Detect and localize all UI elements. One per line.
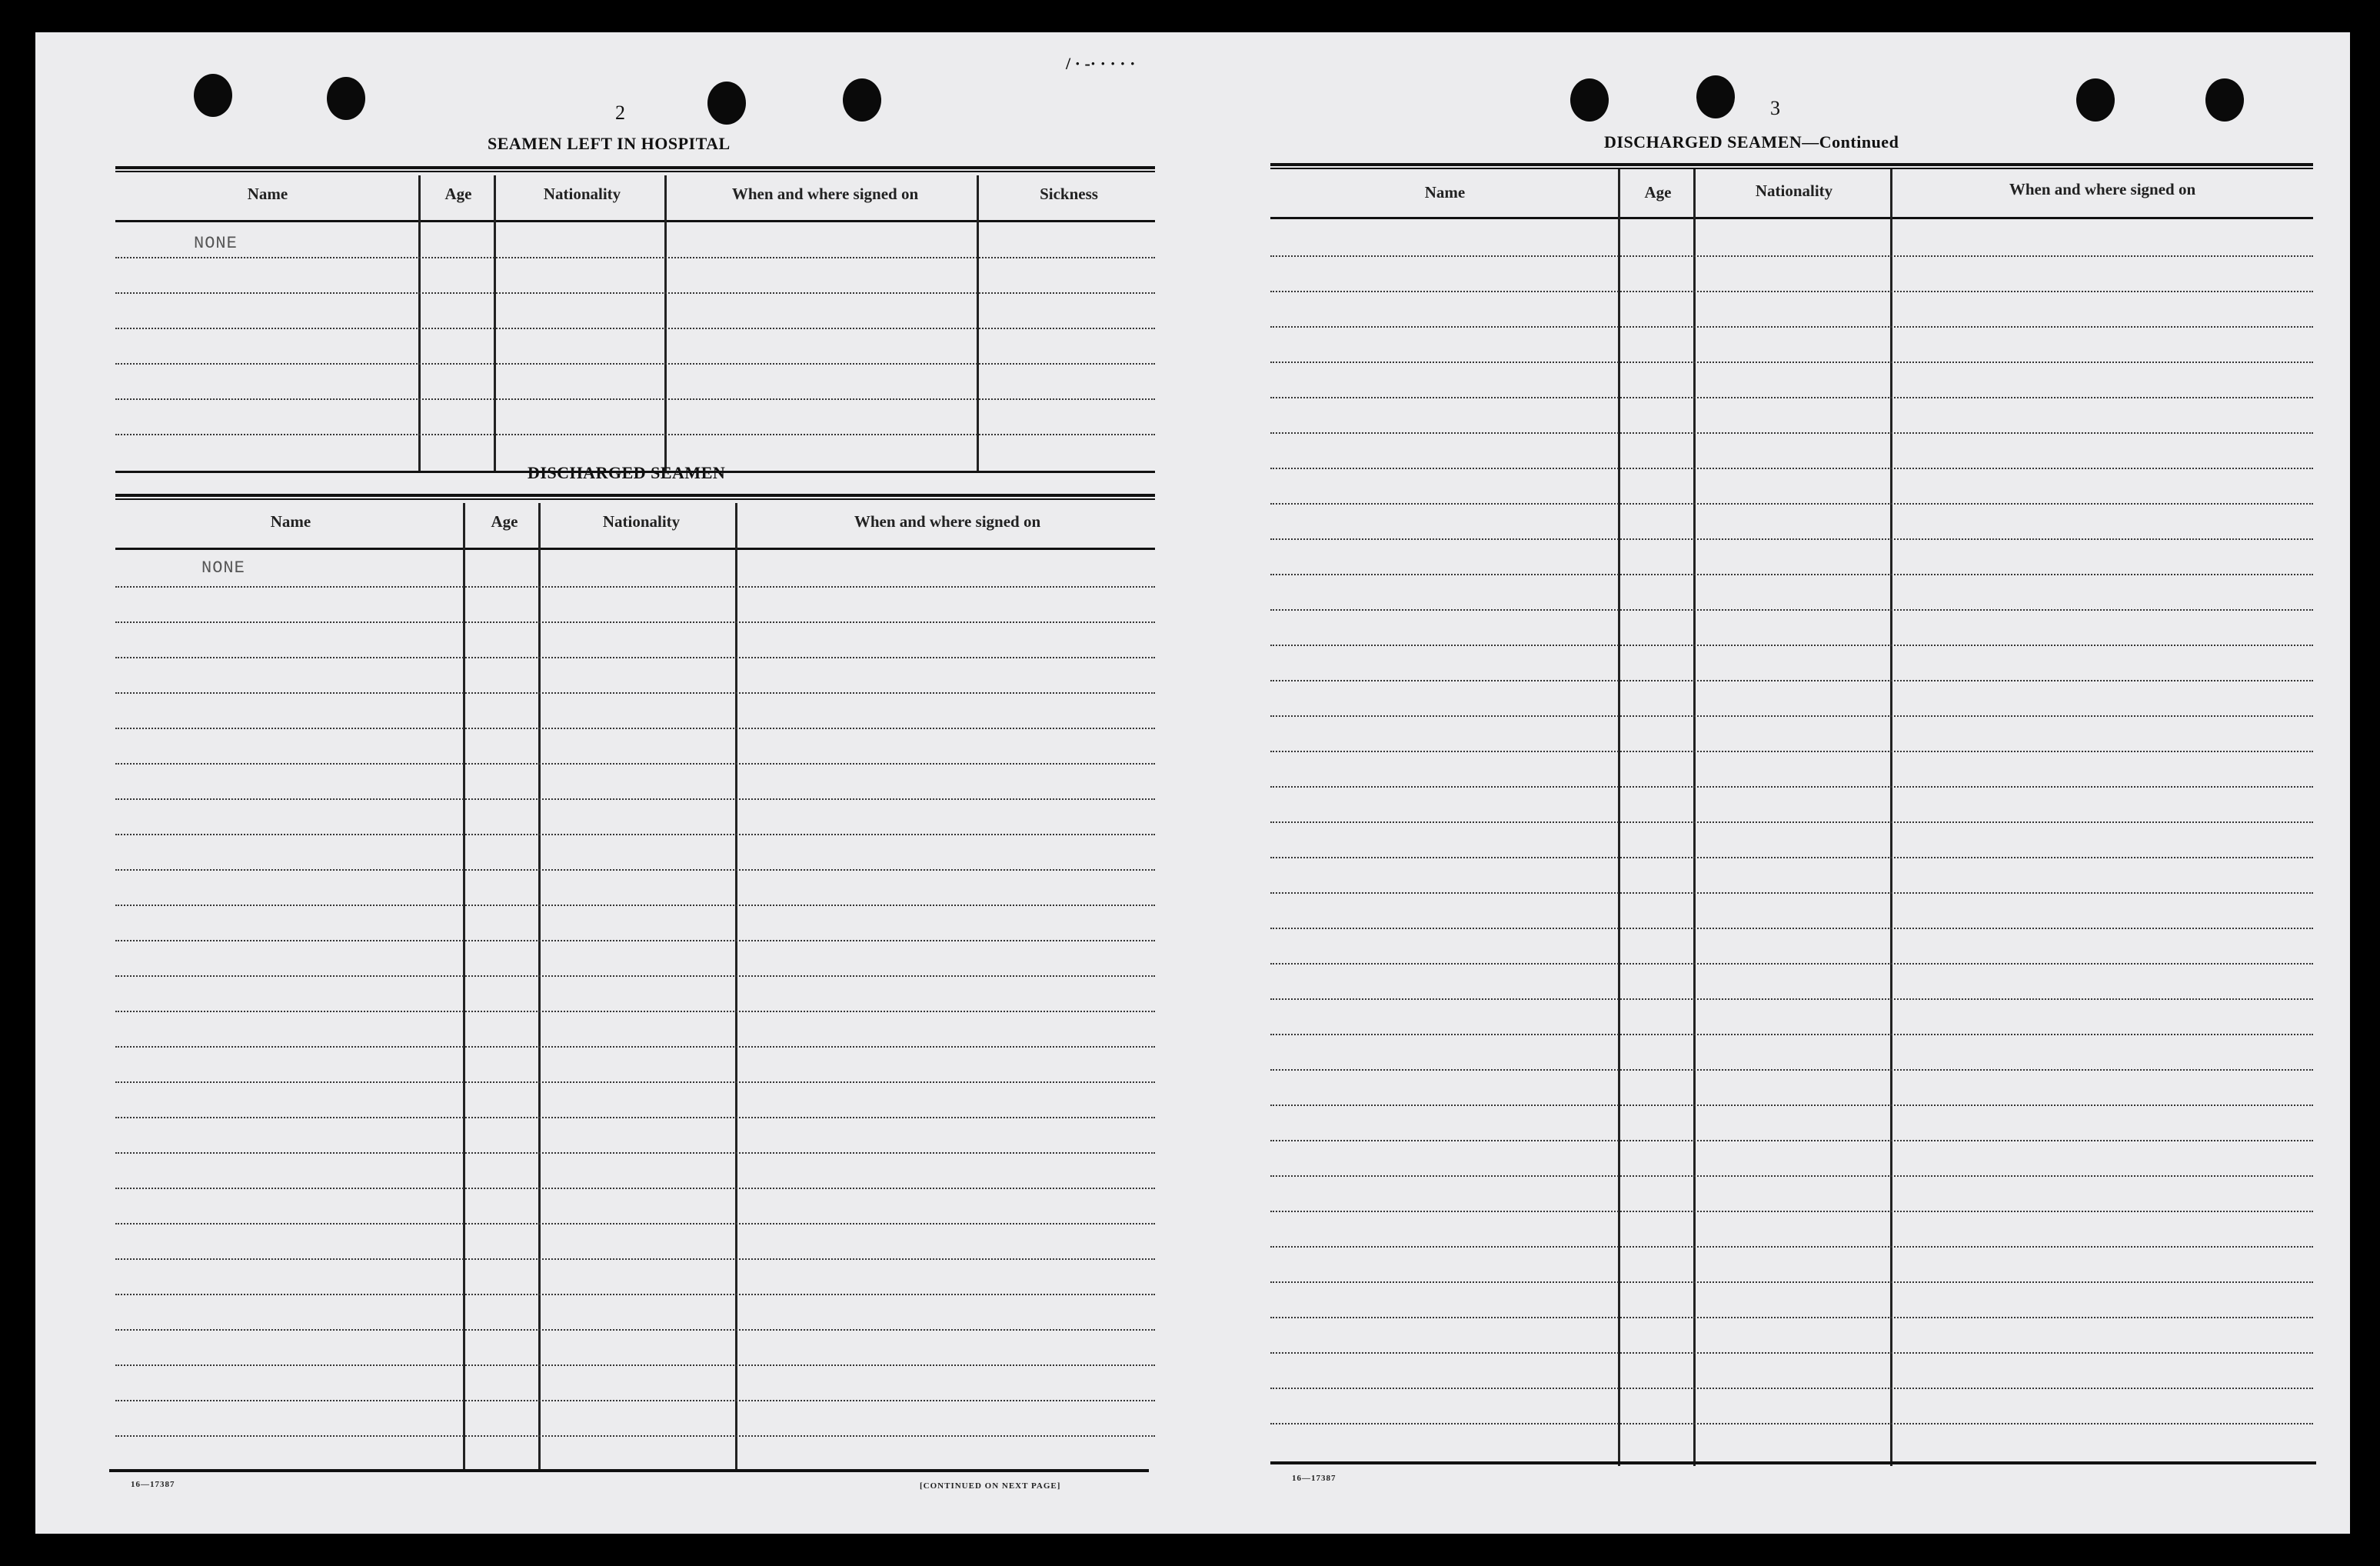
right-row-line (1270, 609, 2313, 611)
discharged-row-line (115, 798, 1155, 800)
right-row-line (1270, 1281, 2313, 1283)
right-section-title (1604, 132, 1899, 152)
discharged-row-line (115, 1294, 1155, 1295)
discharged-row-line (115, 621, 1155, 623)
punch-hole (2076, 78, 2115, 122)
hospital-section-title: SEAMEN LEFT IN HOSPITAL (488, 134, 731, 153)
right-row-line (1270, 751, 2313, 752)
right-row-line (1270, 963, 2313, 965)
discharged-row-line (115, 1011, 1155, 1012)
discharged-row-line (115, 1152, 1155, 1154)
right-divider (1618, 169, 1620, 1466)
discharged-entry: NONE (201, 558, 245, 578)
discharged-row-line (115, 1435, 1155, 1437)
right-row-line (1270, 1246, 2313, 1248)
hospital-row-line (115, 328, 1155, 329)
right-row-line (1270, 1423, 2313, 1424)
discharged-row-line (115, 1223, 1155, 1224)
right-section-title-main: DISCHARGED SEAMEN (1604, 132, 1802, 152)
discharged-row-line (115, 728, 1155, 729)
hospital-divider (977, 175, 979, 472)
discharged-row-line (115, 657, 1155, 658)
discharged-row-line (115, 905, 1155, 906)
right-divider (1693, 169, 1696, 1466)
right-row-line (1270, 1352, 2313, 1354)
hospital-divider (664, 175, 667, 472)
discharged-top-rule (115, 494, 1155, 497)
right-section-title-sub: —Continued (1802, 132, 1899, 152)
discharged-row-line (115, 1081, 1155, 1083)
punch-hole (707, 82, 746, 125)
discharged-row-line (115, 1329, 1155, 1331)
continued-note: [CONTINUED ON NEXT PAGE] (920, 1481, 1061, 1491)
discharged-col-signed-on: When and where signed on (854, 512, 1041, 531)
right-row-line (1270, 397, 2313, 398)
right-top-rule-2 (1270, 168, 2313, 169)
punch-hole (2205, 78, 2244, 122)
discharged-row-line (115, 1117, 1155, 1118)
right-col-signed-on: When and where signed on (2009, 180, 2196, 198)
right-bottom-rule (1270, 1461, 2316, 1464)
discharged-divider (538, 503, 541, 1471)
hospital-top-rule-2 (115, 171, 1155, 172)
right-row-line (1270, 1317, 2313, 1318)
discharged-row-line (115, 586, 1155, 588)
discharged-row-line (115, 869, 1155, 871)
hospital-row-line (115, 363, 1155, 365)
right-row-line (1270, 1175, 2313, 1177)
discharged-row-line (115, 1046, 1155, 1048)
discharged-row-line (115, 1258, 1155, 1260)
hospital-row-line (115, 257, 1155, 258)
hospital-col-sickness: Sickness (1040, 185, 1098, 203)
punch-hole (843, 78, 881, 122)
hospital-col-nationality: Nationality (543, 185, 621, 203)
hospital-divider (494, 175, 496, 472)
hospital-col-name: Name (247, 185, 288, 203)
discharged-row-line (115, 834, 1155, 835)
hospital-divider (418, 175, 421, 472)
right-col-name: Name (1424, 183, 1466, 202)
right-row-line (1270, 1211, 2313, 1212)
right-row-line (1270, 1034, 2313, 1035)
right-row-line (1270, 538, 2313, 540)
hospital-col-age: Age (444, 185, 472, 203)
hospital-entry: NONE (194, 234, 238, 253)
discharged-col-nationality: Nationality (602, 512, 681, 531)
right-row-line (1270, 857, 2313, 858)
right-top-rule (1270, 163, 2313, 166)
discharged-row-line (115, 692, 1155, 694)
discharged-divider (735, 503, 737, 1471)
top-marks: / · -· · · · · (1066, 54, 1136, 73)
discharged-top-rule-2 (115, 498, 1155, 500)
right-header-rule (1270, 217, 2313, 219)
right-row-line (1270, 928, 2313, 929)
right-col-nationality: Nationality (1755, 182, 1833, 200)
hospital-top-rule (115, 166, 1155, 169)
right-row-line (1270, 468, 2313, 469)
right-row-line (1270, 1388, 2313, 1389)
punch-hole (194, 74, 232, 117)
punch-hole (1570, 78, 1609, 122)
discharged-row-line (115, 1364, 1155, 1366)
discharged-section-title: DISCHARGED SEAMEN (528, 463, 726, 482)
discharged-col-name: Name (270, 512, 311, 531)
discharged-header-rule (115, 548, 1155, 550)
right-row-line (1270, 362, 2313, 363)
right-row-line (1270, 998, 2313, 1000)
right-page-number: 3 (1770, 97, 1780, 119)
discharged-row-line (115, 1188, 1155, 1189)
discharged-bottom-rule (109, 1469, 1149, 1472)
right-row-line (1270, 821, 2313, 823)
hospital-row-line (115, 434, 1155, 435)
discharged-col-age: Age (491, 512, 518, 531)
left-form-number: 16—17387 (131, 1480, 175, 1489)
punch-hole (327, 77, 365, 120)
right-row-line (1270, 1140, 2313, 1141)
right-row-line (1270, 645, 2313, 646)
right-form-number: 16—17387 (1292, 1474, 1336, 1483)
discharged-row-line (115, 1400, 1155, 1401)
right-row-line (1270, 1105, 2313, 1106)
right-row-line (1270, 1069, 2313, 1071)
right-row-line (1270, 574, 2313, 575)
hospital-row-line (115, 398, 1155, 400)
right-col-age: Age (1644, 183, 1672, 202)
discharged-row-line (115, 940, 1155, 941)
hospital-col-signed-on: When and where signed on (731, 185, 919, 203)
right-row-line (1270, 255, 2313, 257)
right-row-line (1270, 503, 2313, 505)
right-row-line (1270, 291, 2313, 292)
right-row-line (1270, 786, 2313, 788)
right-row-line (1270, 680, 2313, 681)
right-row-line (1270, 715, 2313, 717)
punch-hole (1696, 75, 1735, 118)
right-row-line (1270, 432, 2313, 434)
discharged-divider (463, 503, 465, 1471)
left-page-number: 2 (615, 102, 625, 124)
hospital-header-rule (115, 220, 1155, 222)
right-divider (1890, 169, 1892, 1466)
discharged-row-line (115, 975, 1155, 977)
right-row-line (1270, 892, 2313, 894)
discharged-row-line (115, 763, 1155, 765)
hospital-row-line (115, 292, 1155, 294)
right-row-line (1270, 326, 2313, 328)
ledger-spread (35, 32, 2350, 1534)
